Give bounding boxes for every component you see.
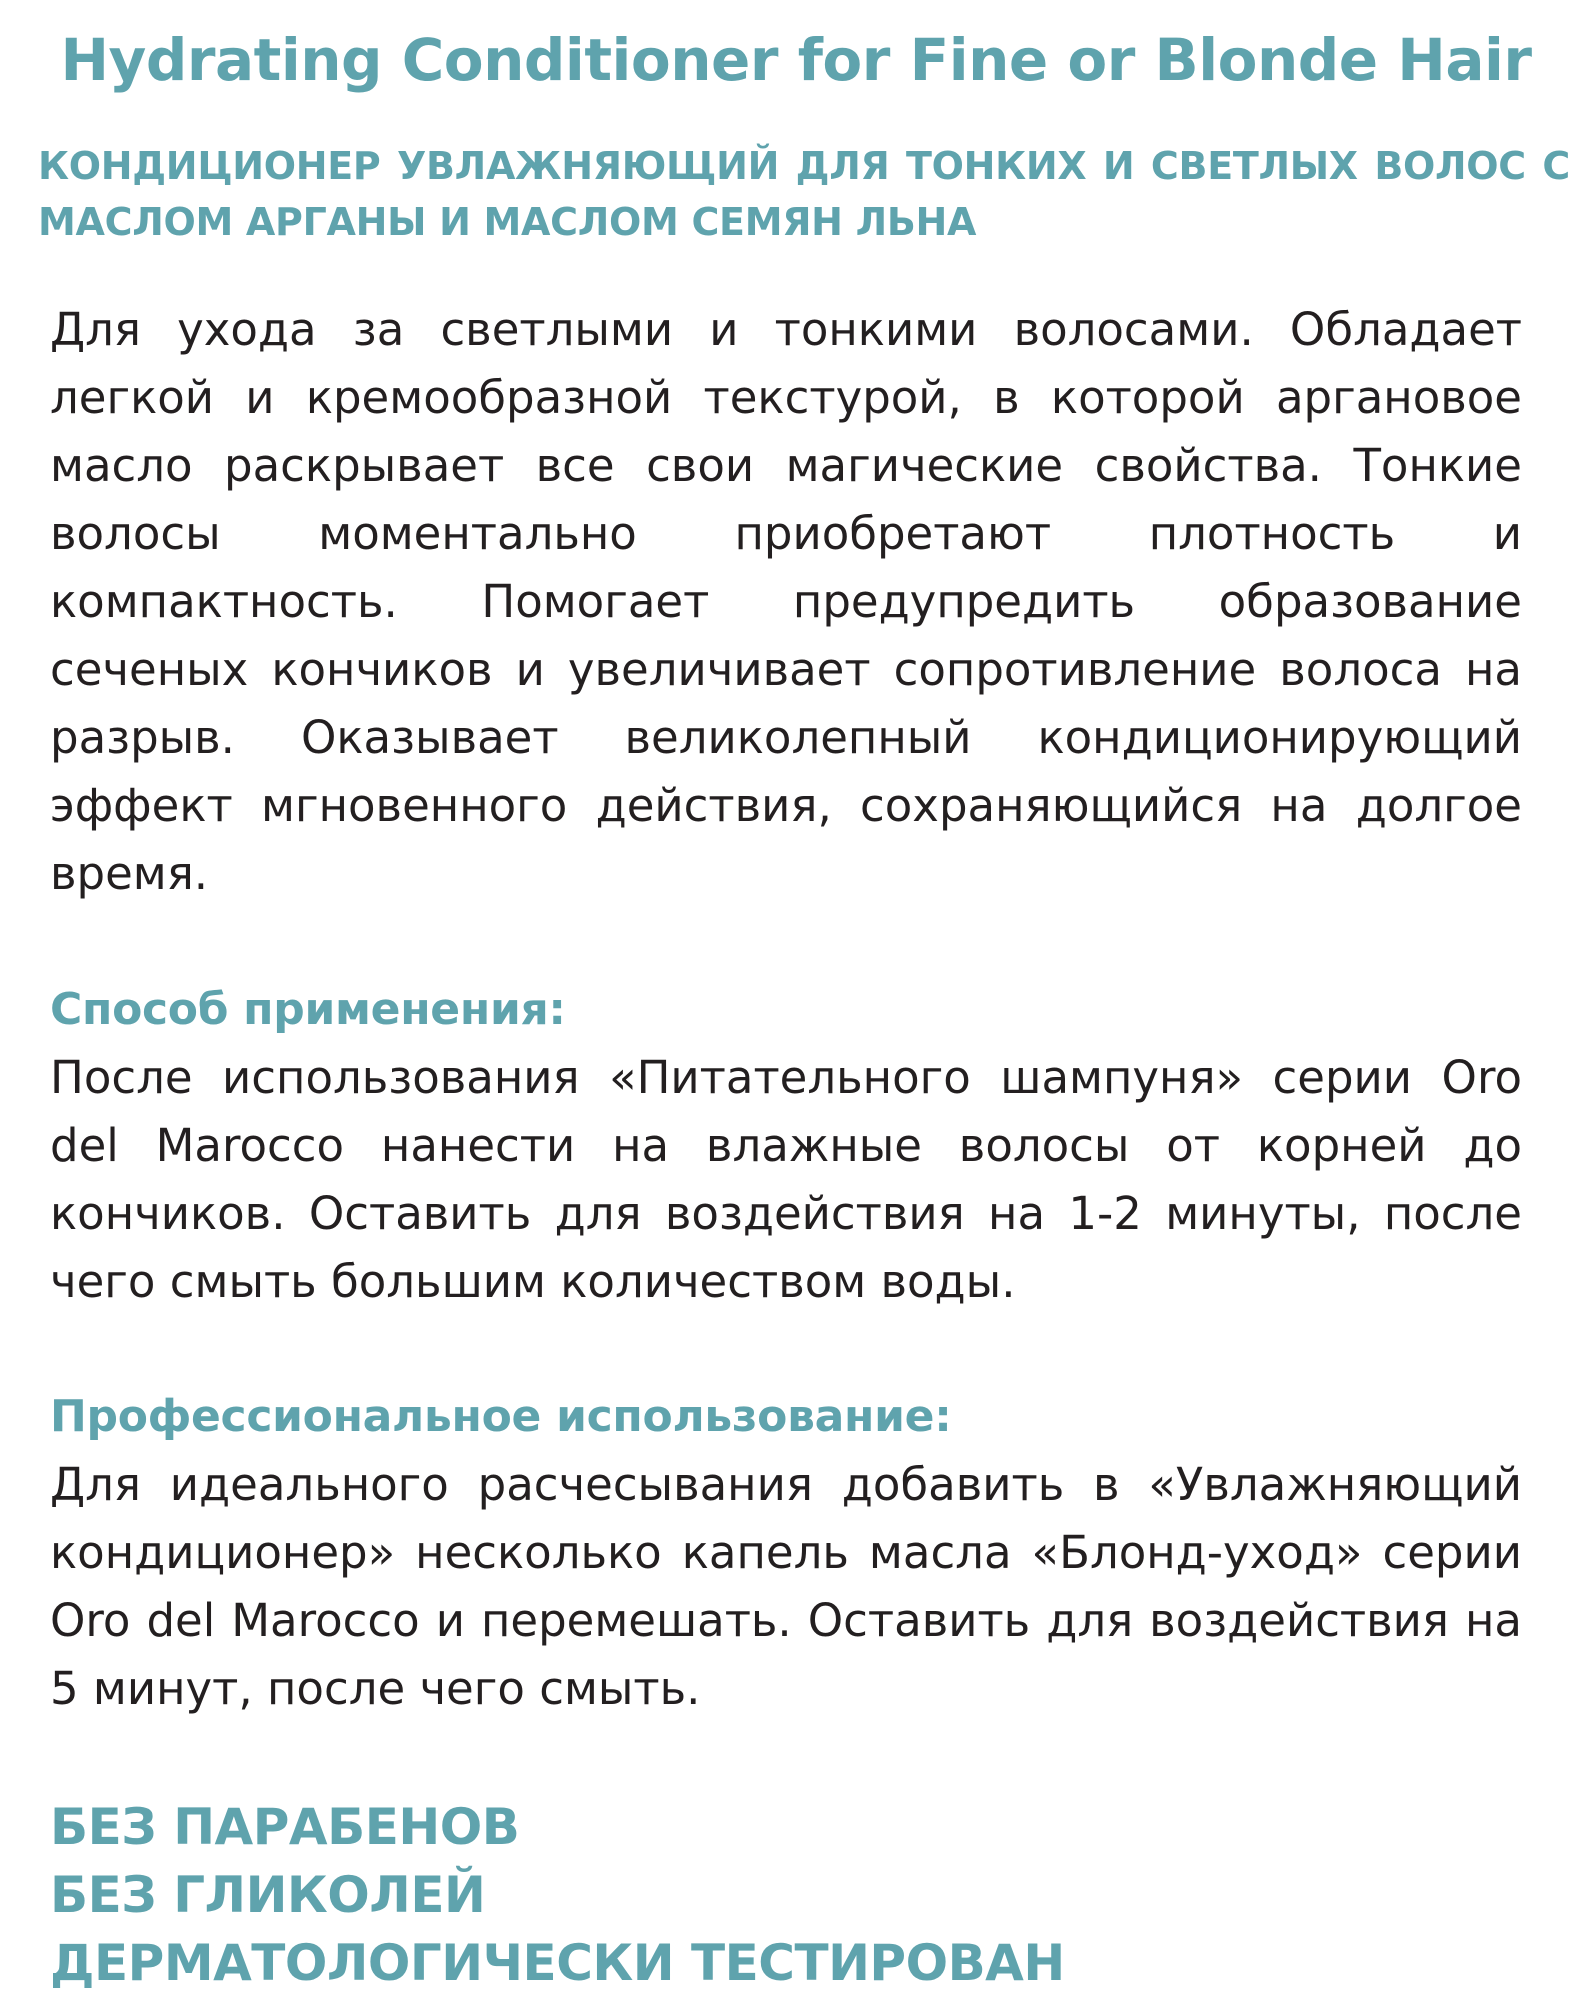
claim-paraben-free: БЕЗ ПАРАБЕНОВ [50,1798,520,1856]
usage-text: После использования «Питательного шампуня» серии Oro del Marocco нанести на влажные волосы от корней до кончиков. Оставить для воздействия на 1-2 минуты, после чего смыть большим количеством воды. [50,1051,1522,1308]
product-claims [50,1793,1522,1997]
professional-heading: Профессиональное использование: [50,1391,952,1442]
professional-text: Для идеального расчесывания добавить в «Увлажняющий кондиционер» несколько капель масла «Блонд-уход» серии Oro del Marocco и перемешать. Оставить для воздействия на 5 минут, после чего смыть. [50,1458,1522,1715]
usage-section [50,976,1522,1316]
claim-glycol-free: БЕЗ ГЛИКОЛЕЙ [50,1866,486,1924]
product-description: Для ухода за светлыми и тонкими волосами. Обладает легкой и кремообразной текстурой, в которой аргановое масло раскрывает все свои магические свойства. Тонкие волосы моментально приобретают плотность и компактность. Помогает предупредить образование сеченых кончиков и увеличивает сопротивление волоса на разрыв. Оказывает великолепный кондиционирующий эффект мгновенного действия, сохраняющийся на долгое время. [50,303,1522,900]
claim-dermatologically-tested: ДЕРМАТОЛОГИЧЕСКИ ТЕСТИРОВАН [50,1934,1065,1992]
product-title: Hydrating Conditioner for Fine or Blonde Hair [60,26,1532,94]
product-subtitle: КОНДИЦИОНЕР УВЛАЖНЯЮЩИЙ ДЛЯ ТОНКИХ И СВЕТЛЫХ ВОЛОС С МАСЛОМ АРГАНЫ И МАСЛОМ СЕМЯН ЛЬНА [38,144,1570,244]
professional-section [50,1383,1522,1723]
usage-heading: Способ применения: [50,984,566,1035]
